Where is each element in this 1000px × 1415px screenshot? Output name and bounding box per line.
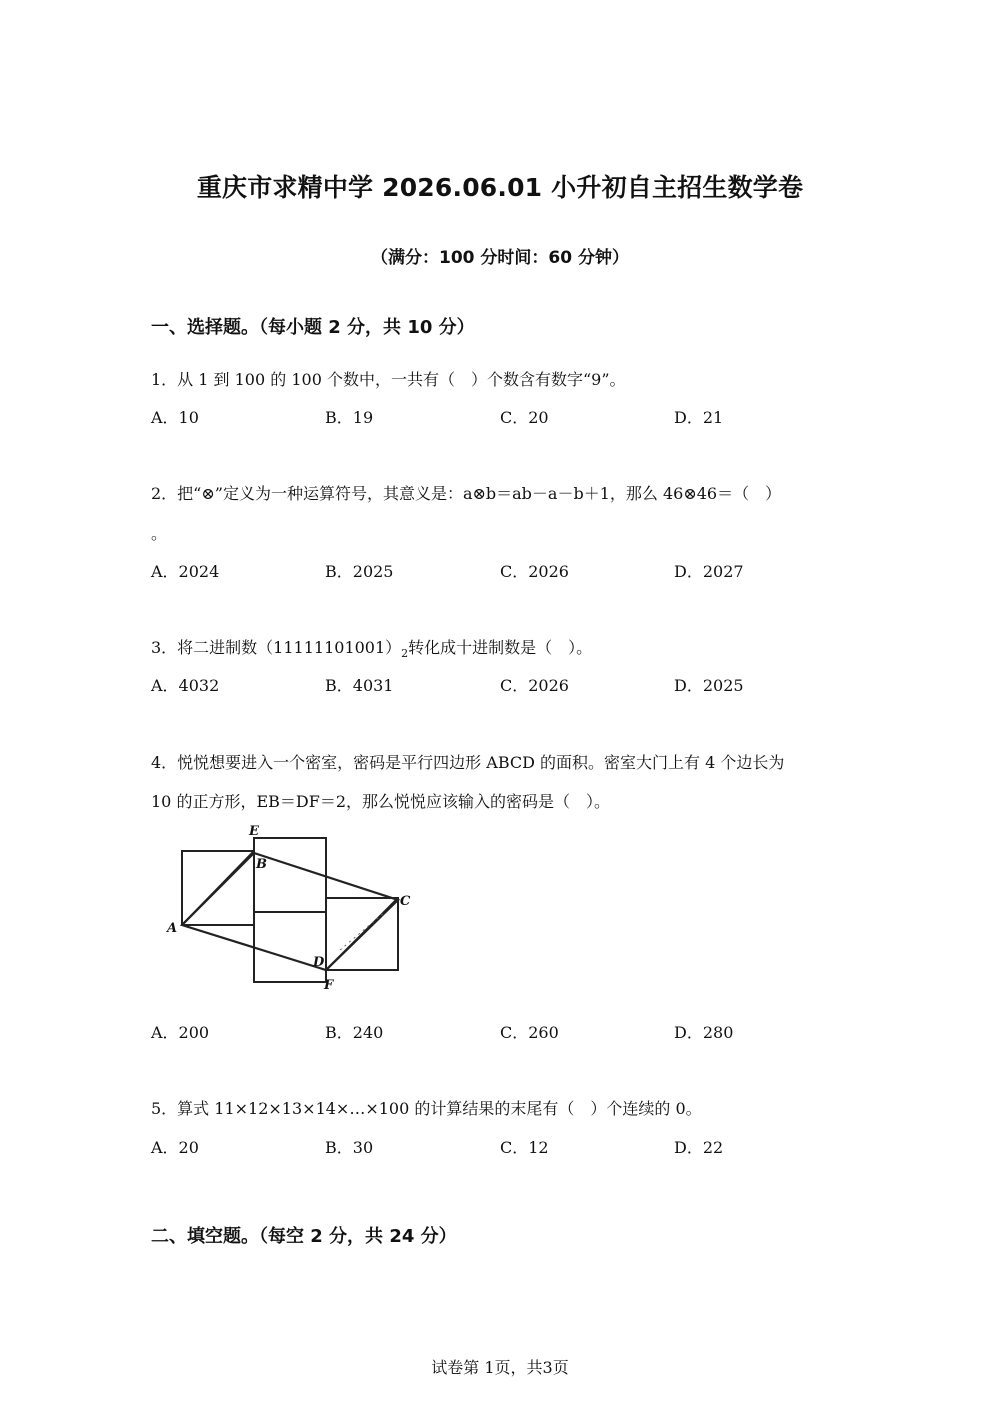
upper-middle-square [254,838,326,912]
label-c: C [400,894,411,909]
question-4-text: 4．悦悦想要进入一个密室，密码是平行四边形 ABCD 的面积。密室大门上有 4 个边长为 [151,753,785,772]
question-1-options [151,405,851,427]
label-a: A [167,921,178,936]
section-heading-fill: 二、填空题。（每空 2 分，共 24 分） [151,1226,457,1247]
option-a: A．10 [151,408,199,427]
option-b: B．19 [325,408,374,427]
option-d: D．2025 [674,676,744,695]
option-a: A．200 [151,1023,210,1042]
question-1-text: 1．从 1 到 100 的 100 个数中，一共有（ ）个数含有数字“9”。 [151,370,626,389]
option-b: B．30 [325,1138,374,1157]
question-2-text: 2．把“⊗”定义为一种运算符号，其意义是：a⊗b＝ab－a－b＋1，那么 46⊗46＝（ ） [151,484,782,503]
option-a: A．4032 [151,676,220,695]
question-5-text: 5．算式 11×12×13×14×…×100 的计算结果的末尾有（ ）个连续的 0。 [151,1099,702,1118]
option-c: C．20 [500,408,549,427]
option-c: C．260 [500,1023,559,1042]
page-footer: 试卷第 1页，共3页 [431,1358,569,1377]
page-title: 重庆市求精中学 2026.06.01 小升初自主招生数学卷 [196,173,804,202]
option-a: A．20 [151,1138,199,1157]
section-heading-choice: 一、选择题。（每小题 2 分，共 10 分） [151,317,475,338]
option-b: B．4031 [325,676,394,695]
option-d: D．280 [674,1023,734,1042]
question-2-text-cont: 。 [151,524,168,543]
question-4-options [151,1020,851,1042]
option-d: D．22 [674,1138,724,1157]
option-d: D．21 [674,408,724,427]
binary-subscript: 2 [401,647,409,660]
option-d: D．2027 [674,562,744,581]
label-b: B [256,857,267,872]
option-c: C．2026 [500,562,569,581]
option-b: B．2025 [325,562,394,581]
lower-middle-square [254,912,326,982]
label-f: F [324,978,334,993]
option-b: B．240 [325,1023,384,1042]
label-d: D [313,955,325,970]
question-5-options [151,1135,851,1157]
question-3-text-after: 转化成十进制数是（ ）。 [408,638,593,657]
question-2-options [151,559,851,581]
parallelogram-figure [160,820,420,1000]
question-3-text [151,635,592,660]
option-c: C．2026 [500,676,569,695]
question-3-options [151,673,851,695]
question-3-text-before: 3．将二进制数（11111101001） [151,638,402,657]
question-4-text-cont: 10 的正方形，EB＝DF＝2，那么悦悦应该输入的密码是（ ）。 [151,792,610,811]
option-a: A．2024 [151,562,220,581]
page-subtitle: （满分：100 分时间：60 分钟） [371,248,629,268]
option-c: C．12 [500,1138,549,1157]
label-e: E [249,824,259,839]
